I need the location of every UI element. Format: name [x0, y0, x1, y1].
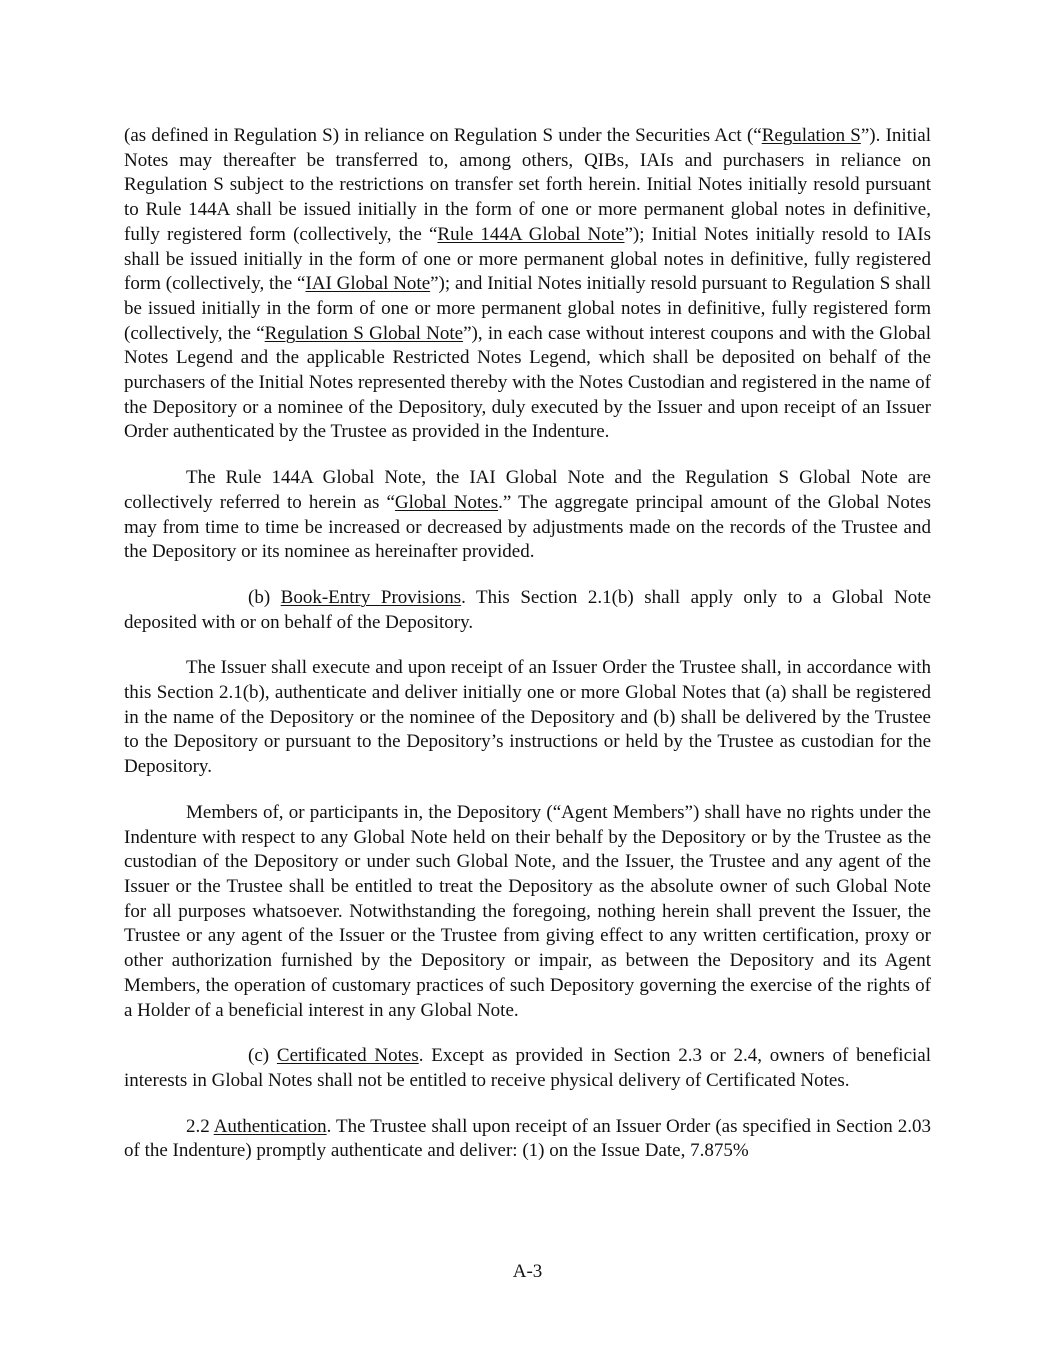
section-heading-book-entry-provisions: Book-Entry Provisions: [280, 586, 462, 608]
section-heading-authentication: Authentication: [213, 1115, 327, 1137]
defined-term-iai-global-note: IAI Global Note: [305, 273, 431, 295]
section-heading-certificated-notes: Certificated Notes: [276, 1045, 419, 1067]
section-b-book-entry-provisions: (b) Book-Entry Provisions. This Section 2.1(b) shall apply only to a Global Note deposited with or on behalf of the Depository.: [124, 586, 932, 633]
paragraph-global-notes-definition: The Rule 144A Global Note, the IAI Global Note and the Regulation S Global Note are collectively referred to herein as “Global Notes.” The aggregate principal amount of the Global Notes may from time to time be increased or decreased by adjustments made on the records of the Trustee and the Depository or its nominee as hereinafter provided.: [124, 467, 931, 563]
defined-term-regulation-s-global-note: Regulation S Global Note: [264, 322, 464, 344]
document-body: [124, 124, 931, 1185]
defined-term-regulation-s: Regulation S: [761, 125, 861, 146]
page-number: A-3: [512, 1261, 543, 1282]
section-2-2-authentication: 2.2 Authentication. The Trustee shall upon receipt of an Issuer Order (as specified in Section 2.03 of the Indenture) promptly authenticate and deliver: (1) on the Issue Date, 7.875%: [124, 1115, 932, 1162]
paragraph-issuer-execution: The Issuer shall execute and upon receipt of an Issuer Order the Trustee shall, in accordance with this Section 2.1(b), authenticate and deliver initially one or more Global Notes that (a) shall be registered in the name of the Depository or the nominee of the Depository and (b) shall be delivered by the Trustee to the Depository or pursuant to the Depository’s instructions or held by the Trustee as custodian for the Depository.: [124, 657, 931, 778]
paragraph-global-notes-forms: (as defined in Regulation S) in reliance on Regulation S under the Securities Act (“Regulation S”). Initial Notes may thereafter be transferred to, among others, QIBs, IAIs and purchasers in reliance on Regulation S subject to the restrictions on transfer set forth herein. Initial Notes initially resold pursuant to Rule 144A shall be issued initially in the form of one or more permanent global notes in definitive, fully registered form (collectively, the “Rule 144A Global Note”); Initial Notes initially resold to IAIs shall be issued initially in the form of one or more permanent global notes in definitive, fully registered form (collectively, the “IAI Global Note”); and Initial Notes initially resold pursuant to Regulation S shall be issued initially in the form of one or more permanent global notes in definitive, fully registered form (collectively, the “Regulation S Global Note”), in each case without interest coupons and with the Global Notes Legend and the applicable Restricted Notes Legend, which shall be deposited on behalf of the purchasers of the Initial Notes represented thereby with the Notes Custodian and registered in the name of the Depository or a nominee of the Depository, duly executed by the Issuer and upon receipt of an Issuer Order authenticated by the Trustee as provided in the Indenture.: [124, 125, 932, 443]
section-c-certificated-notes: (c) Certificated Notes. Except as provided in Section 2.3 or 2.4, owners of beneficial interests in Global Notes shall not be entitled to receive physical delivery of Certificated Notes.: [124, 1045, 931, 1091]
defined-term-rule-144a-global-note: Rule 144A Global Note: [437, 223, 625, 245]
defined-term-global-notes: Global Notes: [394, 491, 499, 513]
paragraph-agent-members: Members of, or participants in, the Depository (“Agent Members”) shall have no rights under the Indenture with respect to any Global Note held on their behalf by the Depository or by the Trustee as the custodian of the Depository or under such Global Note, and the Issuer, the Trustee and any agent of the Issuer or the Trustee shall be entitled to treat the Depository as the absolute owner of such Global Note for all purposes whatsoever. Notwithstanding the foregoing, nothing herein shall prevent the Issuer, the Trustee or any agent of the Issuer or the Trustee from giving effect to any written certification, proxy or other authorization furnished by the Depository or impair, as between the Depository and its Agent Members, the operation of customary practices of such Depository governing the exercise of the rights of a Holder of a beneficial interest in any Global Note.: [124, 801, 931, 1021]
